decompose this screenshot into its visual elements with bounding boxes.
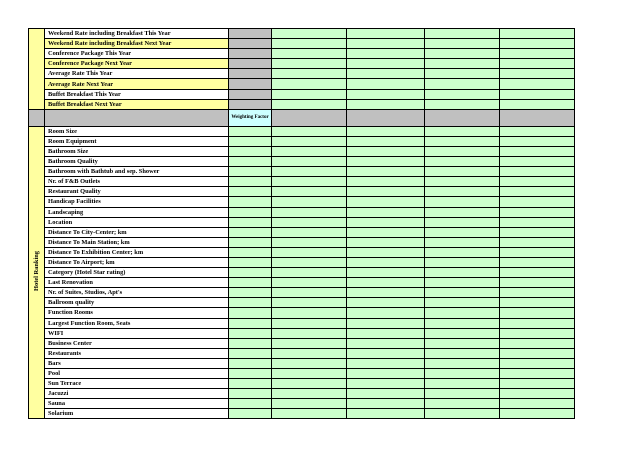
rate-weight-cell[interactable] [229,99,272,109]
ranking-value-cell[interactable] [500,338,575,348]
ranking-value-cell[interactable] [272,237,347,247]
weighting-factor-cell[interactable] [229,177,272,187]
ranking-value-cell[interactable] [272,146,347,156]
ranking-row-label: Distance To City-Center; km [45,227,229,237]
ranking-value-cell[interactable] [425,227,500,237]
rate-weight-cell[interactable] [229,49,272,59]
rate-row [29,39,575,49]
rate-row-label: Average Rate Next Year [45,79,229,89]
ranking-row [29,298,575,308]
ranking-row [29,318,575,328]
rate-value-cell[interactable] [347,99,425,109]
ranking-value-cell[interactable] [500,369,575,379]
rate-weight-cell[interactable] [229,29,272,39]
ranking-value-cell[interactable] [347,187,425,197]
ranking-value-cell[interactable] [272,298,347,308]
rate-value-cell[interactable] [272,59,347,69]
rate-row-label: Average Rate This Year [45,69,229,79]
ranking-value-cell[interactable] [500,187,575,197]
rate-value-cell[interactable] [500,29,575,39]
ranking-value-cell[interactable] [500,318,575,328]
rate-weight-cell[interactable] [229,59,272,69]
ranking-value-cell[interactable] [425,399,500,409]
rate-value-cell[interactable] [425,39,500,49]
ranking-value-cell[interactable] [500,298,575,308]
rate-value-cell[interactable] [347,29,425,39]
rate-row-label: Buffet Breakfast This Year [45,89,229,99]
weighting-header-section [29,109,575,126]
ranking-value-cell[interactable] [425,177,500,187]
ranking-value-cell[interactable] [347,237,425,247]
rate-row [29,29,575,39]
ranking-value-cell[interactable] [272,318,347,328]
weighting-factor-cell[interactable] [229,409,272,419]
ranking-row [29,328,575,338]
ranking-value-cell[interactable] [272,389,347,399]
rate-row [29,59,575,69]
ranking-row-label: Category (Hotel Star rating) [45,268,229,278]
ranking-row-label: Last Renovation [45,278,229,288]
rate-row [29,89,575,99]
rate-value-cell[interactable] [425,69,500,79]
ranking-value-cell[interactable] [347,146,425,156]
ranking-value-cell[interactable] [500,358,575,368]
ranking-row-label: Bathroom with Bathtub and sep. Shower [45,167,229,177]
ranking-row [29,369,575,379]
ranking-row-label: Location [45,217,229,227]
header-hotel-cell[interactable] [500,109,575,126]
ranking-value-cell[interactable] [347,268,425,278]
ranking-value-cell[interactable] [500,197,575,207]
rate-weight-cell[interactable] [229,79,272,89]
ranking-value-cell[interactable] [272,288,347,298]
ranking-row-label: Jacuzzi [45,389,229,399]
ranking-value-cell[interactable] [500,278,575,288]
ranking-row [29,308,575,318]
rate-value-cell[interactable] [272,49,347,59]
ranking-row [29,197,575,207]
ranking-value-cell[interactable] [500,389,575,399]
ranking-value-cell[interactable] [425,348,500,358]
ranking-value-cell[interactable] [500,288,575,298]
ranking-value-cell[interactable] [272,328,347,338]
ranking-value-cell[interactable] [272,409,347,419]
rate-value-cell[interactable] [500,99,575,109]
ranking-value-cell[interactable] [425,409,500,419]
ranking-value-cell[interactable] [425,237,500,247]
ranking-value-cell[interactable] [425,157,500,167]
weighting-factor-cell[interactable] [229,227,272,237]
ranking-row [29,358,575,368]
ranking-row-label: Sun Terrace [45,379,229,389]
rates-side-cell [29,29,45,110]
ranking-value-cell[interactable] [425,389,500,399]
ranking-value-cell[interactable] [272,217,347,227]
ranking-row [29,126,575,136]
ranking-section [29,126,575,419]
ranking-row [29,399,575,409]
weighting-factor-cell[interactable] [229,237,272,247]
ranking-value-cell[interactable] [347,247,425,257]
rate-value-cell[interactable] [500,79,575,89]
ranking-row-label: Bathroom Quality [45,157,229,167]
rate-value-cell[interactable] [500,69,575,79]
rate-row-label: Buffet Breakfast Next Year [45,99,229,109]
rate-value-cell[interactable] [425,99,500,109]
weighting-factor-cell[interactable] [229,308,272,318]
ranking-value-cell[interactable] [272,268,347,278]
header-side-cell [29,109,45,126]
ranking-row [29,268,575,278]
ranking-row-label: Largest Function Room, Seats [45,318,229,328]
rate-value-cell[interactable] [272,99,347,109]
rates-section [29,29,575,110]
ranking-row-label: Sauna [45,399,229,409]
ranking-row-label: Room Equipment [45,136,229,146]
ranking-value-cell[interactable] [272,308,347,318]
ranking-value-cell[interactable] [272,136,347,146]
rate-row-label: Conference Package Next Year [45,59,229,69]
weighting-factor-cell[interactable] [229,187,272,197]
ranking-value-cell[interactable] [272,187,347,197]
ranking-row-label: Bathroom Size [45,146,229,156]
ranking-value-cell[interactable] [500,126,575,136]
weighting-factor-cell[interactable] [229,126,272,136]
ranking-value-cell[interactable] [500,136,575,146]
ranking-value-cell[interactable] [500,348,575,358]
rate-value-cell[interactable] [347,59,425,69]
weighting-factor-cell[interactable] [229,146,272,156]
ranking-value-cell[interactable] [347,328,425,338]
ranking-row-label: Ballroom quality [45,298,229,308]
hotel-ranking-label: Hotel Ranking [32,251,40,292]
ranking-value-cell[interactable] [425,298,500,308]
ranking-value-cell[interactable] [272,207,347,217]
ranking-value-cell[interactable] [347,227,425,237]
ranking-value-cell[interactable] [347,369,425,379]
ranking-value-cell[interactable] [425,278,500,288]
weighting-factor-cell[interactable] [229,358,272,368]
weighting-factor-cell[interactable] [229,369,272,379]
rate-row [29,69,575,79]
ranking-value-cell[interactable] [272,126,347,136]
weighting-factor-cell[interactable] [229,167,272,177]
header-label-cell [45,109,229,126]
ranking-value-cell[interactable] [272,338,347,348]
rate-value-cell[interactable] [425,79,500,89]
rate-value-cell[interactable] [347,89,425,99]
weighting-factor-cell[interactable] [229,379,272,389]
ranking-row [29,389,575,399]
weighting-factor-cell[interactable] [229,348,272,358]
weighting-header-row [29,109,575,126]
weighting-factor-cell[interactable] [229,399,272,409]
weighting-factor-cell[interactable] [229,157,272,167]
ranking-value-cell[interactable] [347,338,425,348]
ranking-row [29,207,575,217]
ranking-value-cell[interactable] [347,288,425,298]
ranking-value-cell[interactable] [425,207,500,217]
ranking-value-cell[interactable] [425,136,500,146]
ranking-row [29,167,575,177]
rate-value-cell[interactable] [347,69,425,79]
ranking-value-cell[interactable] [500,237,575,247]
ranking-value-cell[interactable] [425,247,500,257]
ranking-value-cell[interactable] [272,167,347,177]
rate-row-label: Weekend Rate including Breakfast This Year [45,29,229,39]
ranking-value-cell[interactable] [425,217,500,227]
weighting-factor-cell[interactable] [229,207,272,217]
ranking-value-cell[interactable] [347,197,425,207]
ranking-value-cell[interactable] [425,268,500,278]
ranking-value-cell[interactable] [347,126,425,136]
weighting-factor-cell[interactable] [229,328,272,338]
ranking-value-cell[interactable] [272,257,347,267]
ranking-value-cell[interactable] [347,318,425,328]
ranking-value-cell[interactable] [500,268,575,278]
ranking-value-cell[interactable] [425,358,500,368]
ranking-value-cell[interactable] [347,217,425,227]
ranking-row-label: Business Center [45,338,229,348]
hotel-ranking-side-cell [29,126,45,419]
ranking-value-cell[interactable] [425,288,500,298]
rate-weight-cell[interactable] [229,89,272,99]
ranking-row-label: Pool [45,369,229,379]
ranking-value-cell[interactable] [425,318,500,328]
ranking-value-cell[interactable] [500,177,575,187]
rate-value-cell[interactable] [272,39,347,49]
rate-value-cell[interactable] [347,79,425,89]
ranking-value-cell[interactable] [272,369,347,379]
ranking-value-cell[interactable] [272,278,347,288]
weighting-factor-cell[interactable] [229,338,272,348]
header-hotel-cell[interactable] [347,109,425,126]
ranking-value-cell[interactable] [425,369,500,379]
hotel-comparison-sheet [28,28,575,419]
ranking-row [29,338,575,348]
ranking-value-cell[interactable] [500,399,575,409]
ranking-value-cell[interactable] [425,328,500,338]
ranking-value-cell[interactable] [500,217,575,227]
ranking-value-cell[interactable] [347,207,425,217]
rate-value-cell[interactable] [500,89,575,99]
ranking-row-label: Handicap Facilities [45,197,229,207]
ranking-row-label: Function Rooms [45,308,229,318]
rate-value-cell[interactable] [347,49,425,59]
ranking-row [29,379,575,389]
ranking-row-label: WIFI [45,328,229,338]
ranking-row-label: Bars [45,358,229,368]
ranking-value-cell[interactable] [272,197,347,207]
rate-value-cell[interactable] [425,29,500,39]
ranking-row-label: Solarium [45,409,229,419]
ranking-row [29,257,575,267]
ranking-row [29,177,575,187]
ranking-value-cell[interactable] [272,379,347,389]
ranking-value-cell[interactable] [425,308,500,318]
rate-value-cell[interactable] [425,89,500,99]
ranking-value-cell[interactable] [347,298,425,308]
ranking-value-cell[interactable] [347,358,425,368]
ranking-row [29,217,575,227]
rate-row [29,49,575,59]
ranking-value-cell[interactable] [500,227,575,237]
ranking-value-cell[interactable] [500,207,575,217]
ranking-row [29,136,575,146]
weighting-factor-cell[interactable] [229,318,272,328]
ranking-row [29,278,575,288]
weighting-factor-header [229,109,272,126]
ranking-row [29,237,575,247]
ranking-value-cell[interactable] [425,146,500,156]
ranking-value-cell[interactable] [500,146,575,156]
rate-row-label: Conference Package This Year [45,49,229,59]
weighting-factor-cell[interactable] [229,389,272,399]
ranking-row-label: Distance To Airport; km [45,257,229,267]
ranking-value-cell[interactable] [347,409,425,419]
ranking-value-cell[interactable] [272,157,347,167]
ranking-value-cell[interactable] [272,399,347,409]
ranking-row-label: Restaurants [45,348,229,358]
ranking-value-cell[interactable] [272,247,347,257]
rate-value-cell[interactable] [272,89,347,99]
rate-value-cell[interactable] [500,49,575,59]
weighting-factor-cell[interactable] [229,217,272,227]
ranking-value-cell[interactable] [347,136,425,146]
ranking-value-cell[interactable] [347,278,425,288]
weighting-factor-cell[interactable] [229,298,272,308]
ranking-value-cell[interactable] [500,409,575,419]
ranking-row-label: Nr. of F&B Outlets [45,177,229,187]
ranking-value-cell[interactable] [425,126,500,136]
ranking-value-cell[interactable] [500,328,575,338]
weighting-factor-cell[interactable] [229,288,272,298]
ranking-row [29,227,575,237]
weighting-factor-text: Weighting Factor [231,114,269,120]
ranking-value-cell[interactable] [500,247,575,257]
ranking-row [29,247,575,257]
ranking-value-cell[interactable] [425,167,500,177]
rate-value-cell[interactable] [272,29,347,39]
weighting-factor-cell[interactable] [229,247,272,257]
weighting-factor-cell[interactable] [229,268,272,278]
ranking-row-label: Landscaping [45,207,229,217]
rate-row [29,99,575,109]
rate-value-cell[interactable] [347,39,425,49]
rate-value-cell[interactable] [425,49,500,59]
rate-row-label: Weekend Rate including Breakfast Next Year [45,39,229,49]
ranking-value-cell[interactable] [347,379,425,389]
weighting-factor-cell[interactable] [229,197,272,207]
rate-value-cell[interactable] [272,79,347,89]
ranking-row [29,187,575,197]
rate-weight-cell[interactable] [229,69,272,79]
ranking-value-cell[interactable] [272,177,347,187]
ranking-row-label: Room Size [45,126,229,136]
ranking-row [29,288,575,298]
ranking-value-cell[interactable] [425,379,500,389]
ranking-value-cell[interactable] [347,399,425,409]
ranking-row-label: Nr. of Suites, Studios, Apt's [45,288,229,298]
ranking-value-cell[interactable] [272,348,347,358]
header-hotel-cell[interactable] [425,109,500,126]
ranking-value-cell[interactable] [347,348,425,358]
ranking-value-cell[interactable] [347,167,425,177]
ranking-value-cell[interactable] [347,257,425,267]
ranking-value-cell[interactable] [347,389,425,399]
ranking-row [29,409,575,419]
weighting-factor-cell[interactable] [229,278,272,288]
ranking-value-cell[interactable] [425,257,500,267]
ranking-value-cell[interactable] [500,157,575,167]
ranking-value-cell[interactable] [347,177,425,187]
ranking-value-cell[interactable] [272,358,347,368]
ranking-row [29,146,575,156]
weighting-factor-cell[interactable] [229,136,272,146]
rate-value-cell[interactable] [425,59,500,69]
ranking-value-cell[interactable] [347,308,425,318]
header-hotel-cell[interactable] [272,109,347,126]
ranking-row [29,348,575,358]
ranking-value-cell[interactable] [500,167,575,177]
ranking-row [29,157,575,167]
ranking-row-label: Restaurant Quality [45,187,229,197]
ranking-value-cell[interactable] [500,257,575,267]
ranking-row-label: Distance To Main Station; km [45,237,229,247]
ranking-value-cell[interactable] [500,308,575,318]
weighting-factor-cell[interactable] [229,257,272,267]
rate-row [29,79,575,89]
ranking-value-cell[interactable] [425,187,500,197]
rate-weight-cell[interactable] [229,39,272,49]
rate-value-cell[interactable] [272,69,347,79]
ranking-value-cell[interactable] [500,379,575,389]
ranking-value-cell[interactable] [425,338,500,348]
ranking-value-cell[interactable] [425,197,500,207]
ranking-row-label: Distance To Exhibition Center; km [45,247,229,257]
rate-value-cell[interactable] [500,39,575,49]
ranking-value-cell[interactable] [272,227,347,237]
ranking-value-cell[interactable] [347,157,425,167]
rate-value-cell[interactable] [500,59,575,69]
